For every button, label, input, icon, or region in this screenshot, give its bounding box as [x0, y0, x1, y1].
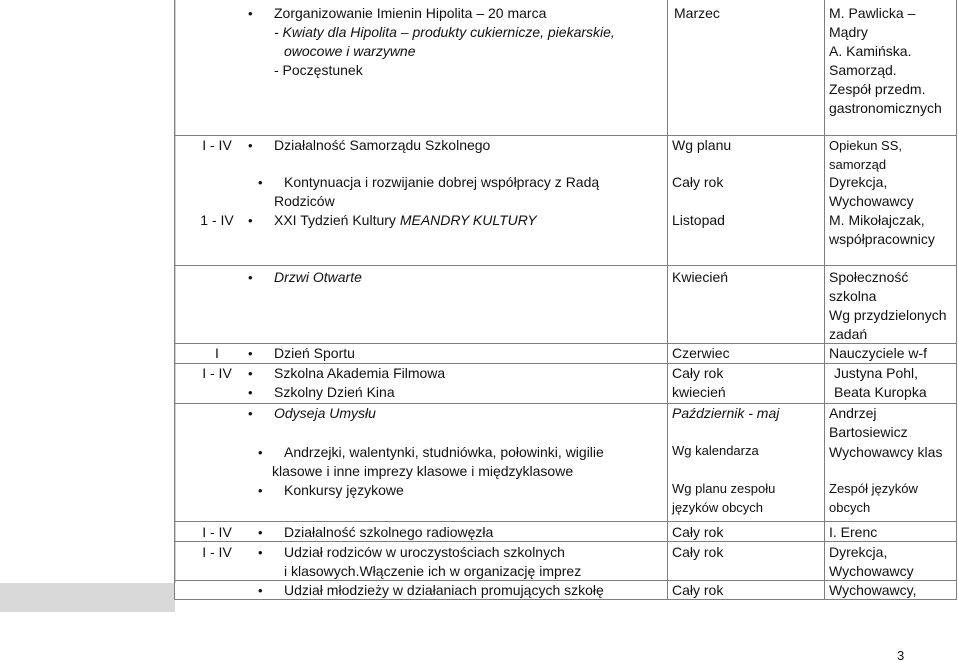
row-divider	[174, 580, 957, 581]
task-cell: • Konkursy językowe	[258, 482, 404, 498]
table-row	[174, 522, 957, 542]
left-grey-margin	[0, 0, 175, 612]
when-cell: Wg kalendarza	[672, 443, 759, 458]
bullet-icon: •	[248, 138, 253, 153]
bullet-icon: •	[248, 213, 253, 228]
class-cell: I - IV	[202, 365, 232, 381]
row-divider	[174, 363, 957, 364]
activities-table	[174, 0, 957, 600]
who-cell: Justyna Pohl, Beata Kuropka	[834, 365, 927, 400]
when-cell: Cały rok	[672, 524, 724, 540]
task-cell: • Kontynuacja i rozwijanie dobrej współpracy z Radą Rodziców	[258, 174, 600, 209]
when-cell: Wg planu zespołu języków obcych	[672, 481, 776, 515]
bullet-icon: •	[258, 583, 263, 598]
when-cell: Cały rok	[672, 544, 724, 560]
bullet-icon: •	[248, 406, 253, 421]
table-row	[174, 482, 957, 519]
row-divider	[174, 403, 957, 404]
when-cell: Cały rok	[672, 582, 724, 598]
class-cell: I - IV	[202, 524, 232, 540]
table-row	[174, 542, 957, 581]
bullet-icon: •	[258, 445, 263, 460]
who-cell: Nauczyciele w-f	[829, 345, 928, 361]
who-cell: M. Mikołajczak, współpracownicy	[829, 212, 935, 247]
bullet-icon: •	[248, 385, 253, 400]
table-row	[174, 265, 957, 343]
task-line: owocowe i warzywne	[284, 43, 416, 59]
bullet-icon: •	[248, 346, 253, 361]
bullet-icon: •	[248, 270, 253, 285]
grey-band	[0, 583, 175, 612]
row-divider	[174, 135, 957, 136]
when-cell: Listopad	[672, 212, 725, 228]
class-cell: I - IV	[202, 137, 232, 153]
task-line: - Poczęstunek	[274, 62, 363, 78]
task-cell: • Udział rodziców w uroczystościach szkolnych i klasowych.Włączenie ich w organizację imprez	[258, 544, 582, 579]
task-cell: • Andrzejki, walentynki, studniówka, połowinki, wigilie klasowe i inne imprezy klasowe i międzyklasowe	[258, 444, 604, 479]
when-cell: Cały rok kwiecień	[672, 365, 726, 400]
task-line: Zorganizowanie Imienin Hipolita – 20 marca	[274, 5, 547, 21]
bullet-icon: •	[258, 525, 263, 540]
bullet-icon: •	[248, 366, 253, 381]
table-row	[174, 363, 957, 403]
who-cell: Społeczność szkolna Wg przydzielonych zadań	[829, 269, 947, 342]
table-border	[174, 599, 957, 600]
who-cell: M. Pawlicka – Mądry A. Kamińska. Samorząd. Zespół przedm. gastronomicznych	[829, 5, 942, 116]
row-divider	[174, 521, 957, 522]
task-cell	[248, 4, 654, 80]
task-cell: • Szkolna Akademia Filmowa • Szkolny Dzień Kina	[248, 365, 446, 400]
column-divider	[824, 0, 825, 600]
task-cell: • Drzwi Otwarte	[248, 269, 362, 285]
when-cell: Wg planu	[672, 137, 732, 153]
row-divider	[174, 541, 957, 542]
class-cell: 1 - IV	[200, 212, 234, 228]
when-cell: Czerwiec	[672, 345, 730, 361]
table-row	[174, 171, 957, 209]
column-divider	[667, 0, 668, 600]
who-cell: Dyrekcja, Wychowawcy	[829, 544, 914, 579]
who-cell: Dyrekcja, Wychowawcy	[829, 174, 914, 209]
row-divider	[174, 265, 957, 266]
who-cell: Wychowawcy,	[829, 582, 917, 598]
task-cell: • Działalność szkolnego radiowęzła	[258, 524, 494, 540]
table-row	[174, 403, 957, 443]
bullet-icon: •	[248, 6, 253, 21]
table-row	[174, 209, 957, 265]
when-cell: Październik - maj	[672, 405, 780, 421]
class-cell: I	[215, 345, 219, 361]
task-cell: • XXI Tydzień Kultury MEANDRY KULTURY	[248, 212, 537, 228]
when-cell: Marzec	[674, 5, 720, 21]
class-cell: I - IV	[202, 544, 232, 560]
who-cell: Zespół języków obcych	[829, 481, 918, 515]
task-cell: • Udział młodzieży w działaniach promujących szkołę	[258, 582, 604, 598]
table-row	[174, 443, 957, 482]
bullet-icon: •	[258, 483, 263, 498]
when-cell: Cały rok	[672, 174, 724, 190]
who-cell: Opiekun SS, samorząd	[829, 138, 902, 172]
task-cell: • Odyseja Umysłu	[248, 405, 376, 421]
table-row	[174, 135, 957, 171]
table-row	[174, 0, 957, 135]
page-number: 3	[897, 648, 905, 663]
when-cell: Kwiecień	[672, 269, 729, 285]
row-divider	[174, 343, 957, 344]
bullet-icon: •	[258, 175, 263, 190]
table-row	[174, 343, 957, 363]
table-row	[174, 581, 957, 600]
table-border	[956, 0, 957, 600]
task-line: - Kwiaty dla Hipolita – produkty cukiernicze, piekarskie,	[274, 24, 615, 40]
who-cell: Andrzej Bartosiewicz	[829, 405, 908, 440]
who-cell: I. Erenc	[829, 524, 878, 540]
bullet-icon: •	[258, 545, 263, 560]
who-cell: Wychowawcy klas	[829, 444, 943, 460]
table-border	[174, 0, 175, 600]
task-cell: • Dzień Sportu	[248, 345, 355, 361]
task-cell: • Działalność Samorządu Szkolnego	[248, 137, 491, 153]
